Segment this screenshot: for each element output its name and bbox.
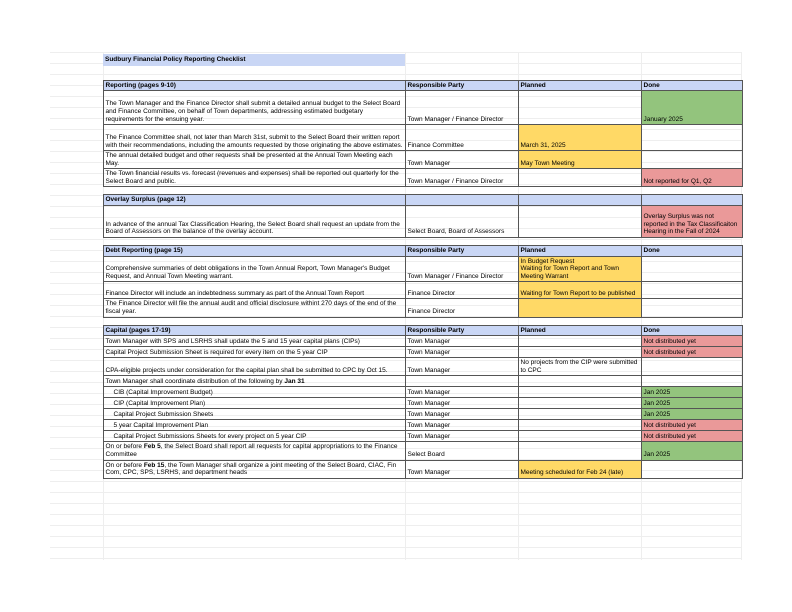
task-text: On or before — [105, 443, 144, 451]
responsible-party: Town Manager — [405, 398, 518, 409]
planned-status — [518, 347, 641, 358]
planned-header: Planned — [518, 246, 641, 257]
task-description: Town Manager with SPS and LSRHS shall update the 5 and 15 year capital plans (CIPs) — [103, 336, 405, 347]
done-status: Jan 2025 — [641, 387, 742, 398]
responsible-party: Town Manager / Finance Director — [405, 256, 518, 282]
task-description: Capital Project Submission Sheet is required for every item on the 5 year CIP — [103, 347, 405, 358]
empty-cell — [50, 80, 103, 91]
planned-header: Planned — [518, 325, 641, 336]
empty-cell — [641, 54, 742, 66]
responsible-party-header — [405, 195, 518, 206]
planned-header: Planned — [518, 80, 641, 91]
responsible-party: Town Manager / Finance Director — [405, 91, 518, 125]
checklist-row — [50, 460, 742, 478]
task-description: Capital Project Submission Sheets — [103, 409, 405, 420]
title-row — [50, 54, 742, 66]
checklist-row — [50, 387, 742, 398]
checklist-row — [50, 256, 742, 282]
responsible-party: Town Manager — [405, 420, 518, 431]
grid-line — [50, 514, 742, 515]
task-deadline: Jan 31 — [284, 377, 305, 385]
grid-line — [50, 481, 742, 482]
checklist-row — [50, 125, 742, 151]
checklist-row — [50, 282, 742, 299]
task-description: The Finance Director will file the annual audit and official disclosure withint 270 days of the end of the fiscal year. — [103, 299, 405, 317]
empty-cell — [50, 246, 103, 257]
task-text-cont: , the Select Board shall report all requests for capital appropriations to the Finance Committee — [105, 443, 398, 458]
done-status: Not distributed yet — [641, 347, 742, 358]
empty-cell — [50, 387, 103, 398]
planned-status — [518, 206, 641, 238]
checklist-row — [50, 398, 742, 409]
task-description: Capital Project Submissions Sheets for every project on 5 year CIP — [103, 431, 405, 442]
done-status: Jan 2025 — [641, 398, 742, 409]
done-header — [641, 195, 742, 206]
checklist-row — [50, 336, 742, 347]
planned-status — [518, 420, 641, 431]
planned-status — [518, 442, 641, 460]
done-header: Done — [641, 80, 742, 91]
empty-cell — [50, 169, 103, 187]
responsible-party: Town Manager — [405, 431, 518, 442]
done-status: Not reported for Q1, Q2 — [641, 169, 742, 187]
task-deadline: Feb 5 — [143, 443, 161, 451]
checklist-row — [50, 151, 742, 169]
empty-cell — [518, 66, 641, 80]
empty-cell — [50, 151, 103, 169]
checklist-row — [50, 442, 742, 460]
empty-cell — [50, 358, 103, 376]
empty-cell — [50, 376, 103, 387]
empty-cell — [405, 54, 518, 66]
section-title: Overlay Surplus (page 12) — [103, 195, 405, 206]
done-header: Done — [641, 246, 742, 257]
empty-cell — [641, 66, 742, 80]
planned-header — [518, 195, 641, 206]
empty-cell — [50, 238, 103, 246]
planned-status — [518, 409, 641, 420]
planned-status: May Town Meeting — [518, 151, 641, 169]
planned-status — [518, 299, 641, 317]
task-description: Comprehensive summaries of debt obligations in the Town Annual Report, Town Manager's Budget Request, and Annual Town Meeting warrant. — [103, 256, 405, 282]
blank-row — [50, 317, 742, 325]
checklist-row — [50, 91, 742, 125]
responsible-party: Finance Director — [405, 299, 518, 317]
responsible-party: Town Manager / Finance Director — [405, 169, 518, 187]
checklist-spreadsheet — [50, 52, 743, 479]
empty-cell — [50, 347, 103, 358]
responsible-party: Finance Director — [405, 282, 518, 299]
empty-cell — [405, 66, 518, 80]
planned-status — [518, 398, 641, 409]
responsible-party: Town Manager — [405, 336, 518, 347]
done-status — [641, 358, 742, 376]
planned-status — [518, 256, 641, 282]
responsible-party-header: Responsible Party — [405, 246, 518, 257]
done-status: Not distributed yet — [641, 420, 742, 431]
grid-line — [50, 503, 742, 504]
empty-cell — [50, 195, 103, 206]
empty-cell — [641, 317, 742, 325]
checklist-row — [50, 420, 742, 431]
section-header-row — [50, 80, 742, 91]
done-status: January 2025 — [641, 91, 742, 125]
task-description: CIB (Capital Improvement Budget) — [103, 387, 405, 398]
empty-cell — [50, 442, 103, 460]
responsible-party-header: Responsible Party — [405, 325, 518, 336]
responsible-party — [405, 376, 518, 387]
done-status — [641, 299, 742, 317]
empty-cell — [50, 409, 103, 420]
section-title: Capital (pages 17-19) — [103, 325, 405, 336]
task-description: The Town financial results vs. forecast (revenues and expenses) shall be reported out quarterly for the Select Board and public. — [103, 169, 405, 187]
task-description — [103, 442, 405, 460]
done-status: Not distributed yet — [641, 431, 742, 442]
planned-status: March 31, 2025 — [518, 125, 641, 151]
responsible-party: Town Manager — [405, 460, 518, 478]
responsible-party: Town Manager — [405, 387, 518, 398]
blank-row — [50, 66, 742, 80]
checklist-row — [50, 376, 742, 387]
responsible-party-header: Responsible Party — [405, 80, 518, 91]
checklist-row — [50, 358, 742, 376]
planned-status: Meeting scheduled for Feb 24 (late) — [518, 460, 641, 478]
section-header-row — [50, 246, 742, 257]
checklist-row — [50, 409, 742, 420]
planned-status — [518, 431, 641, 442]
empty-cell — [641, 238, 742, 246]
checklist-row — [50, 299, 742, 317]
planned-line: In Budget Request — [520, 257, 575, 265]
task-description: 5 year Capital Improvement Plan — [103, 420, 405, 431]
task-text: On or before — [105, 461, 144, 469]
planned-status — [518, 169, 641, 187]
empty-cell — [103, 238, 405, 246]
planned-status — [518, 336, 641, 347]
grid-line — [50, 558, 742, 559]
done-status: Jan 2025 — [641, 409, 742, 420]
empty-cell — [518, 317, 641, 325]
checklist-row — [50, 347, 742, 358]
task-text: Town Manager shall coordinate distribution of the following by — [105, 377, 285, 385]
responsible-party: Town Manager — [405, 358, 518, 376]
checklist-row — [50, 431, 742, 442]
empty-cell — [103, 66, 405, 80]
done-status — [641, 282, 742, 299]
empty-cell — [50, 431, 103, 442]
grid-line — [50, 547, 742, 548]
planned-line: Waiting for Town Report and Town Meeting Warrant — [520, 265, 620, 280]
empty-cell — [518, 187, 641, 195]
task-description: The Finance Committee shall, not later than March 31st, submit to the Select Board their written report with their recommendations, including the amounts requested by those originating the above estimates. — [103, 125, 405, 151]
section-title: Debt Reporting (page 15) — [103, 246, 405, 257]
empty-cell — [50, 54, 103, 66]
task-description: CPA-eligible projects under consideration for the capital plan shall be submitted to CPC by Oct 15. — [103, 358, 405, 376]
empty-cell — [50, 336, 103, 347]
responsible-party: Select Board, Board of Assessors — [405, 206, 518, 238]
done-status — [641, 376, 742, 387]
task-text-cont: , the Town Manager shall organize a joint meeting of the Select Board, CIAC, Fin Com, CPC, SPS, LSRHS, and department heads — [105, 461, 397, 477]
done-status — [641, 151, 742, 169]
blank-row — [50, 187, 742, 195]
responsible-party: Town Manager — [405, 151, 518, 169]
planned-status: Waiting for Town Report to be published — [518, 282, 641, 299]
done-status: Not distributed yet — [641, 336, 742, 347]
empty-cell — [50, 325, 103, 336]
done-status — [641, 256, 742, 282]
responsible-party: Town Manager — [405, 347, 518, 358]
empty-cell — [50, 420, 103, 431]
grid-line — [50, 525, 742, 526]
empty-cell — [103, 317, 405, 325]
blank-row — [50, 238, 742, 246]
done-status — [641, 460, 742, 478]
planned-status — [518, 387, 641, 398]
checklist-row — [50, 169, 742, 187]
empty-cell — [50, 187, 103, 195]
empty-cell — [50, 256, 103, 282]
section-header-row — [50, 325, 742, 336]
task-deadline: Feb 15 — [143, 461, 165, 469]
task-description — [103, 376, 405, 387]
task-description: The annual detailed budget and other requests shall be presented at the Annual Town Meeting each May. — [103, 151, 405, 169]
planned-status — [518, 376, 641, 387]
sheet-title: Sudbury Financial Policy Reporting Checklist — [103, 54, 405, 66]
task-description — [103, 460, 405, 478]
empty-cell — [405, 187, 518, 195]
done-status: Jan 2025 — [641, 442, 742, 460]
task-description: Finance Director will include an indebtedness summary as part of the Annual Town Report — [103, 282, 405, 299]
empty-cell — [50, 299, 103, 317]
checklist-row — [50, 206, 742, 238]
done-header: Done — [641, 325, 742, 336]
task-description: The Town Manager and the Finance Director shall submit a detailed annual budget to the Select Board and Finance Committee, on behalf of Town departments, addressing estimated budgetary requirements for the ensuing year. — [103, 91, 405, 125]
done-status — [641, 125, 742, 151]
empty-cell — [518, 54, 641, 66]
empty-cell — [50, 91, 103, 125]
responsible-party: Select Board — [405, 442, 518, 460]
grid-line — [50, 536, 742, 537]
empty-cell — [50, 460, 103, 478]
planned-status — [518, 91, 641, 125]
empty-cell — [50, 317, 103, 325]
empty-cell — [641, 187, 742, 195]
empty-cell — [103, 187, 405, 195]
empty-cell — [50, 398, 103, 409]
grid-line — [50, 492, 742, 493]
empty-cell — [50, 125, 103, 151]
responsible-party: Finance Committee — [405, 125, 518, 151]
section-title: Reporting (pages 9-10) — [103, 80, 405, 91]
planned-status: No projects from the CIP were submitted to CPC — [518, 358, 641, 376]
task-description: CIP (Capital Improvement Plan) — [103, 398, 405, 409]
empty-cell — [405, 317, 518, 325]
empty-cell — [405, 238, 518, 246]
empty-cell — [50, 206, 103, 238]
section-header-row — [50, 195, 742, 206]
task-description: In advance of the annual Tax Classification Hearing, the Select Board shall request an update from the Board of Assessors on the balance of the overlay account. — [103, 206, 405, 238]
empty-cell — [50, 282, 103, 299]
empty-cell — [50, 66, 103, 80]
done-status: Overlay Surplus was not reported in the Tax Classificaiton Hearing in the Fall of 2024 — [641, 206, 742, 238]
empty-cell — [518, 238, 641, 246]
responsible-party: Town Manager — [405, 409, 518, 420]
